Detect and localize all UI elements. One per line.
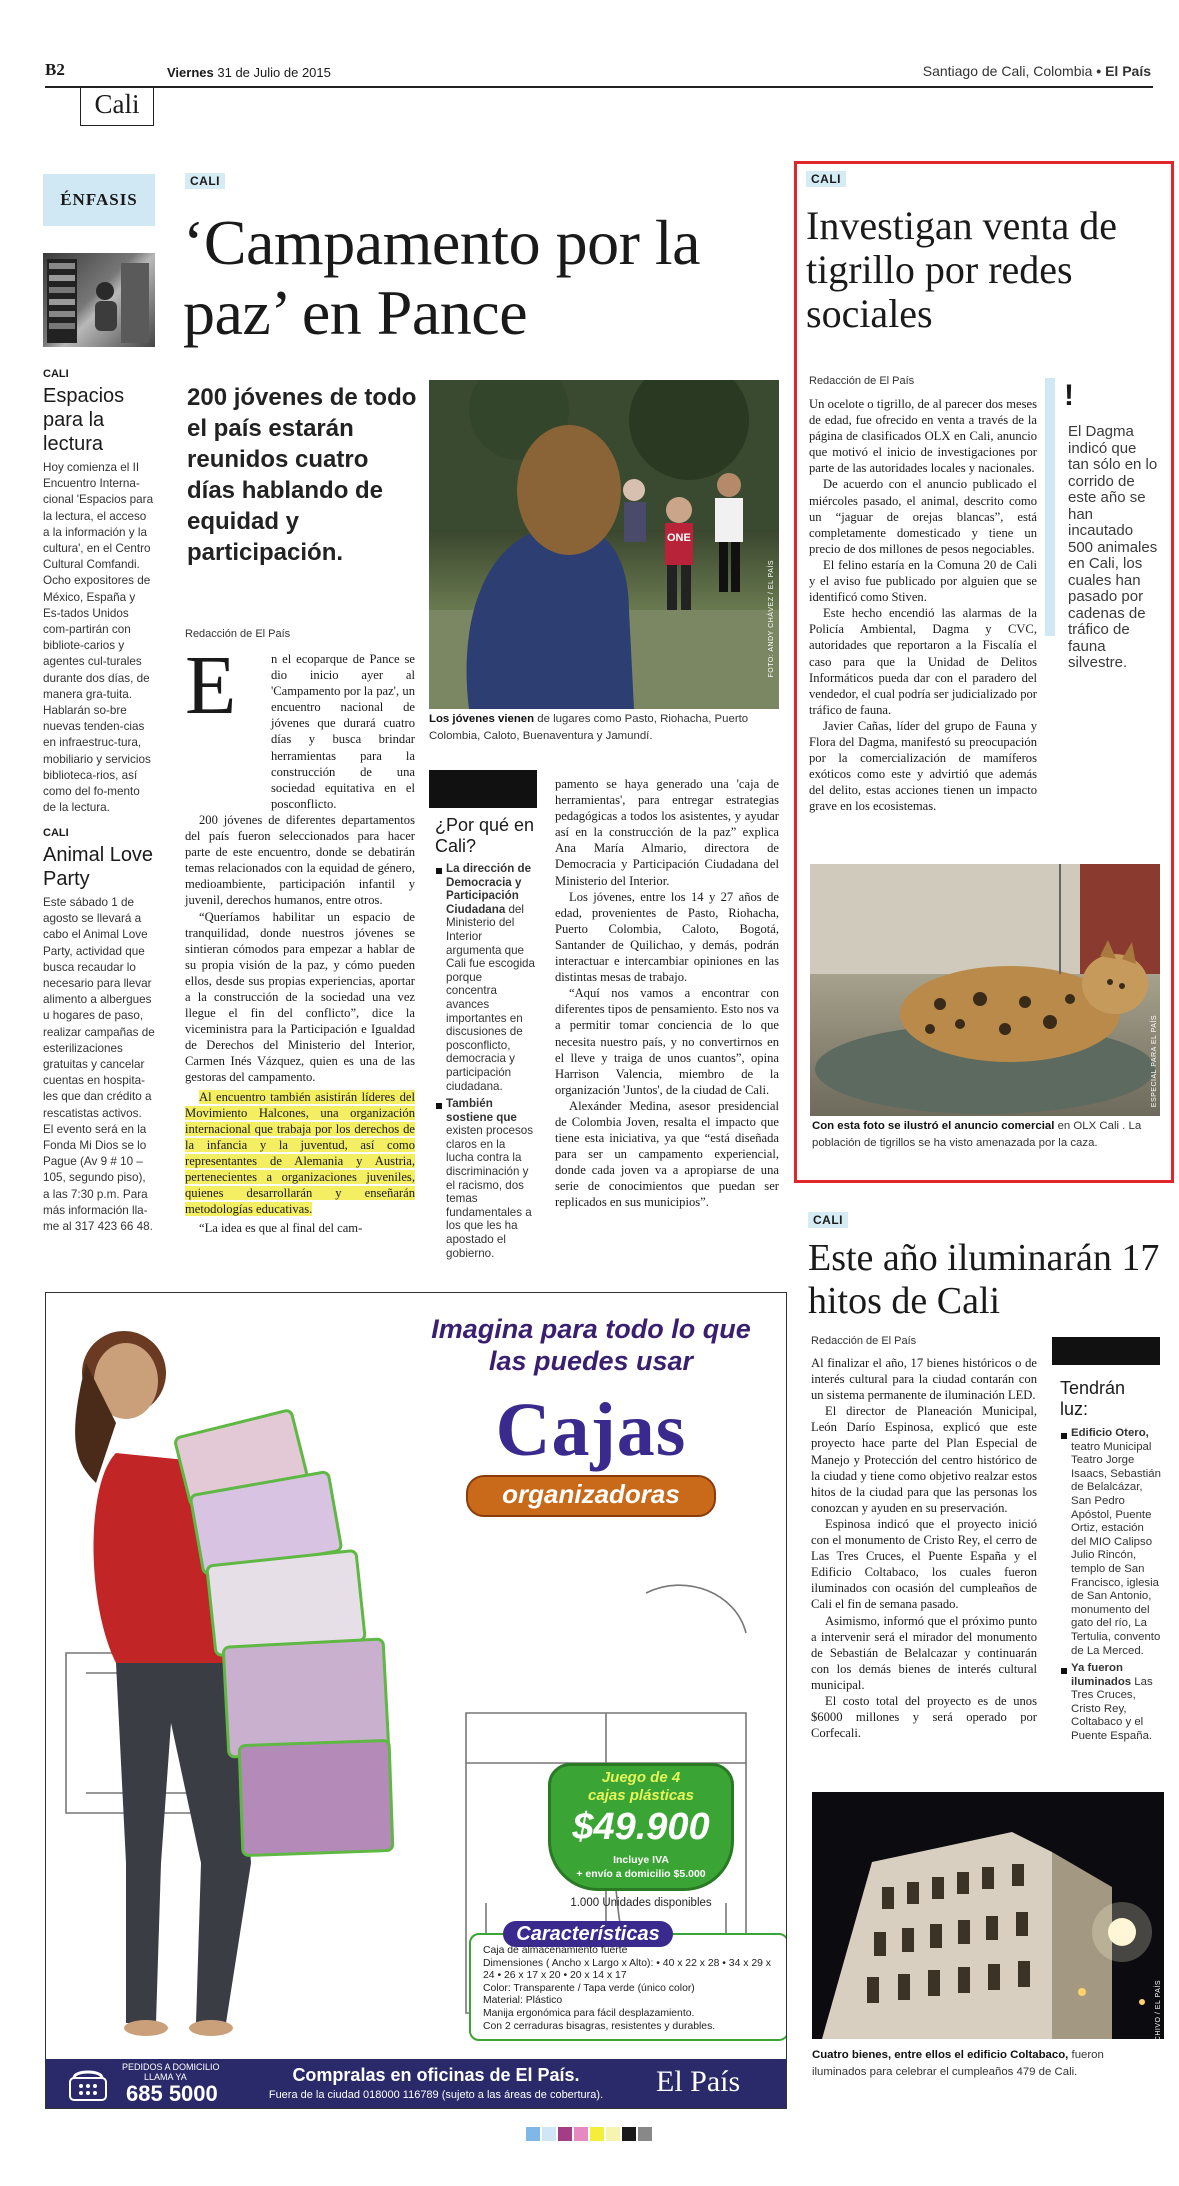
- hitos-item: [1060, 1662, 1162, 1744]
- tigrillo-headline: Investigan venta de tigrillo por redes sociales: [806, 203, 1117, 336]
- hitos-p4: Asimismo, informó que el próximo punto a intervenir será el mirador del monumento de Sebastián de Belalcazar y continuarán con los demás bienes de interés cultural municipal.: [811, 1613, 1037, 1692]
- main-col3-p1: pamento se haya generado una 'caja de herramientas', para entregar estrategias pedagógicas a todos los asistentes, y ayudar así en la construcción de la paz” explica Ana María Almario, directora de Democracia y Participación Ciudadana del Ministerio del Interior.: [555, 777, 779, 888]
- hitos-item1-rest: teatro Municipal Teatro Jorge Isaacs, Sebastián de Belalcázar, San Pedro Apóstol, Puente Ortiz, estación del MIO Calipso Julio Rincón, templo de San Francisco, iglesia de San Antonio, monumento del gato del río, La Tertulia, convento de La Merced.: [1071, 1440, 1161, 1657]
- hitos-byline: Redacción de El País: [811, 1335, 917, 1347]
- hitos-p1: Al finalizar el año, 17 bienes históricos o de interés cultural para la ciudad contarán con un sistema permanente de iluminación LED.: [811, 1356, 1037, 1403]
- color-swatch: [606, 2127, 620, 2141]
- date-rest: 31 de Julio de 2015: [217, 65, 331, 80]
- tigrillo-caption-bold: Con esta foto se ilustró el anuncio comercial: [812, 1120, 1055, 1132]
- why-cali-item2-bold: También sostiene que: [446, 1097, 517, 1124]
- hitos-p5: El costo total del proyecto es de unos $6000 millones y será operado por Corfecali.: [811, 1693, 1037, 1741]
- main-photo-credit: FOTO: ANDY CHÁVEZ / EL PAÍS: [768, 560, 775, 678]
- feature-item: Color: Transparente / Tapa verde (único color): [483, 1982, 695, 1994]
- price-note2: + envío a domicilio $5.000: [576, 1868, 706, 1880]
- main-deck: 200 jóvenes de todo el país estarán reunidos cuatro días hablando de equidad y participación.: [187, 384, 417, 566]
- location-text: Santiago de Cali, Colombia: [922, 63, 1093, 79]
- feature-item: Manija ergonómica para fácil desplazamiento.: [483, 2007, 695, 2019]
- ad-product-title: Cajas: [495, 1388, 687, 1472]
- main-col3-p3: “Aquí nos vamos a encontrar con diferentes tipos de pensamiento. Esto nos va a permitir tomar conciencia de lo que necesita nuestro país, y no convertirnos en el lleve y traiga de unos cuantos”, opina Harrison Valencia, miembro de la organización 'Juntos', de la ciudad de Cali.: [555, 986, 779, 1097]
- tigrillo-p1: Un ocelote o tigrillo, de al parecer dos meses de edad, fue ofrecido en venta a través de la página de clasificados OLX en Cali, anuncio que motivó el inicio de investigaciones por parte de las autoridades locales y nacionales.: [809, 397, 1037, 476]
- footer-phone-l2: LLAMA YA: [144, 2072, 187, 2082]
- footer-main: Compralas en oficinas de El País.: [292, 2065, 580, 2085]
- tigrillo-caption-rest: en OLX Cali . La población de tigrillos se ha visto amenazada por la caza.: [812, 1120, 1142, 1149]
- feature-item: Material: Plástico: [483, 1995, 563, 2007]
- feature-item: Con 2 cerraduras bisagras, resistentes y durables.: [483, 2020, 716, 2032]
- photo-shirt-text: ONE: [667, 532, 691, 544]
- enfasis-photo: [43, 253, 155, 347]
- enfasis1-tag: CALI: [43, 368, 69, 380]
- why-cali-item: [435, 862, 535, 1093]
- enfasis2-body: Este sábado 1 de agosto se llevará a cabo el Animal Love Party, actividad que busca recaudar lo necesario para llevar alimento a albergues u hogares de paso, realizar campañas de esterilizaciones gratuitas y cancelar cuentas en hospita-les que dan crédito a rescatistas activos. El evento será en la Fonda Mi Dios se lo Pague (Av 9 # 10 – 105, segundo piso), a las 7:30 p.m. Para más información lla-me al 317 423 66 48.: [43, 896, 155, 1234]
- tigrillo-tag: CALI: [806, 171, 846, 187]
- tigrillo-byline: Redacción de El País: [809, 375, 915, 387]
- brand-dot: •: [1096, 63, 1106, 79]
- tigrillo-p4: Este hecho encendió las alarmas de la Policía Ambiental, Dagma y CVC, autoridades que reportaron a la Fiscalía el caso para que la Unidad de Delitos Informáticos pueda dar con el paradero del vendedor, el cual podría ser judicializado por tráfico de fauna.: [809, 606, 1037, 717]
- hitos-sidebar-list: [1060, 1427, 1162, 1744]
- hitos-caption: [812, 2047, 1152, 2080]
- tigrillo-callout: El Dagma indicó que tan sólo en lo corrido de este año se han incautado 500 animales en Cali, los cuales han pasado por cadenas de tráfico de fauna silvestre.: [1068, 423, 1158, 671]
- hitos-body: [811, 1355, 1037, 1741]
- color-registration-bar: [526, 2127, 652, 2141]
- hitos-photo-credit: ARCHIVO / EL PAÍS: [1155, 1980, 1162, 2052]
- footer-phone-l1: PEDIDOS A DOMICILIO: [122, 2062, 220, 2072]
- main-p2: 200 jóvenes de diferentes departamentos del país fueron seleccionados para hacer parte de este encuentro, donde se debatirán temas relacionados con la equidad de género, medioambiente, participación infantil y juvenil, derechos humanos, entre otros.: [185, 812, 415, 908]
- ad-product-sub: organizadoras: [502, 1479, 680, 1509]
- main-col3-p2: Los jóvenes, entre los 14 y 27 años de edad, provenientes de Pasto, Riohacha, Puerto Colombia, Caloto, Bogotá, Santander de Quilichao, y demás, podrán interactuar e intercambiar opiniones en las distintas mesas de trabajo.: [555, 889, 779, 985]
- main-tag: CALI: [185, 173, 225, 189]
- footer-sub: Fuera de la ciudad 018000 116789 (sujeto a las áreas de cobertura).: [268, 2089, 604, 2101]
- color-swatch: [542, 2127, 556, 2141]
- ad-footer: [46, 2059, 787, 2109]
- enfasis2-tag: CALI: [43, 827, 69, 839]
- caption-bold: Los jóvenes vienen: [429, 713, 535, 725]
- main-byline: Redacción de El País: [185, 628, 291, 640]
- offer-line1: Juego de 4: [601, 1769, 681, 1786]
- tigrillo-photo: [810, 864, 1160, 1116]
- hitos-caption-rest: fueron iluminados para celebrar el cumpleaños 479 de Cali.: [812, 2049, 1104, 2078]
- main-col1: [185, 651, 415, 1236]
- main-headline: ‘Campamento por la paz’ en Pance: [183, 207, 701, 348]
- tigrillo-p3: El felino estaría en la Comuna 20 de Cali y el aviso fue publicado por alguien que se identificó como Stiven.: [809, 557, 1037, 605]
- why-cali-item1-bold: La dirección de Democracia y Participación Ciudadana: [446, 862, 532, 916]
- hitos-sidebar-title: Tendrán luz:: [1060, 1378, 1126, 1419]
- caption-rest: de lugares como Pasto, Riohacha, Puerto Colombia, Caloto, Buenaventura y Jamundí.: [429, 713, 749, 742]
- footer-phone: 685 5000: [126, 2081, 218, 2106]
- features-list: [483, 1945, 783, 2033]
- main-p4: [185, 1089, 415, 1218]
- color-swatch: [590, 2127, 604, 2141]
- hitos-photo: [812, 1792, 1164, 2039]
- enfasis-label: ÉNFASIS: [43, 174, 155, 226]
- tigrillo-photo-credit: ESPECIAL PARA EL PAÍS: [1151, 1015, 1158, 1108]
- main-lead: n el ecoparque de Pance se dio inicio ayer al 'Campamento por la paz', un encuentro nacional de jóvenes que durará cuatro días y busca brindar herramientas para la construcción de una sociedad equitativa en el posconflicto.: [271, 652, 415, 811]
- coltabaco-building-illustration: [812, 1792, 1164, 2039]
- main-dropcap: E: [185, 639, 237, 732]
- why-cali-item2-rest: existen procesos claros en la lucha contra la discriminación y el racismo, dos temas fundamentales a los que les ha apostado el gobierno.: [446, 1124, 533, 1260]
- enfasis1-body: Hoy comienza el II Encuentro Interna-cional 'Espacios para la lectura, el acceso a la información y la cultura', en el Centro Cultural Comfandi. Ocho expositores de México, España y Es-tados Unidos com-partirán con bibliote-carios y agentes cul-turales durante dos días, de manera gra-tuita. Hablarán so-bre nuevas tenden-cias en infraestruc-tura, mobiliario y servicios biblioteca-rios, así como del fo-mento de la lectura.: [43, 461, 154, 815]
- hitos-item2-rest: Las Tres Cruces, Cristo Rey, Coltabaco y el Puente España.: [1071, 1675, 1153, 1743]
- footer-brand: El País: [656, 2065, 741, 2098]
- hitos-caption-bold: Cuatro bienes, entre ellos el edificio Coltabaco,: [812, 2049, 1069, 2061]
- main-p5: “La idea es que al final del cam-: [199, 1221, 363, 1236]
- hitos-sidebar-bar: [1052, 1337, 1160, 1365]
- page-date: [167, 65, 331, 80]
- ad-price: $49.900: [572, 1806, 710, 1848]
- hitos-p3: Espinosa indicó que el proyecto inició con el monumento de Cristo Rey, el cerro de Las Tres Cruces, el Puente España y el Edificio Coltabaco, los cuales fueron iluminados con ocasión del cumpleaños de Cali el fin de semana pasado.: [811, 1516, 1037, 1612]
- enfasis2-title: Animal Love Party: [43, 844, 154, 890]
- color-swatch: [622, 2127, 636, 2141]
- why-cali-list: [435, 862, 535, 1260]
- main-p3: “Queríamos habilitar un espacio de tranquilidad, donde nuestros jóvenes se sintieran cómodos para empezar a hablar de su propia visión de la paz, y cómo pueden ellos, desde sus propias experiencias, aportar a la construcción de la sociedad una vez llegue el fin del conflicto”, dice la viceministra para la Participación e Igualdad de Derechos del Ministerio del Interior, Carmen Inés Vázquez, quien es una de las gestoras del campamento.: [185, 909, 415, 1085]
- main-col3: [555, 776, 779, 1211]
- ocelot-illustration: [810, 864, 1160, 1116]
- masthead-location: [923, 63, 1151, 79]
- hitos-item1-bold: Edificio Otero,: [1071, 1427, 1149, 1439]
- woman-with-boxes-illustration: [46, 1303, 486, 2063]
- color-swatch: [526, 2127, 540, 2141]
- enfasis1-title: Espacios para la lectura: [43, 385, 125, 455]
- hitos-item: [1060, 1427, 1162, 1658]
- tigrillo-body: [809, 396, 1037, 814]
- why-cali-item1-rest: del Ministerio del Interior argumenta que Cali fue escogida porque concentra avances importantes en discusiones de posconflicto, democracia y participación ciudadana.: [446, 902, 535, 1093]
- color-swatch: [574, 2127, 588, 2141]
- tigrillo-p2: De acuerdo con el anuncio publicado el miércoles pasado, el animal, descrito como un “jaguar de orejas blancas”, está completamente domesticado y tiene un precio de dos millones de pesos negociables.: [809, 477, 1037, 556]
- offer-line2: cajas plásticas: [588, 1787, 694, 1804]
- why-cali-bar: [429, 770, 537, 808]
- color-swatch: [558, 2127, 572, 2141]
- section-label: Cali: [94, 89, 140, 119]
- ad-frame: [45, 1292, 787, 2109]
- ad-stock: 1.000 Unidades disponibles: [570, 1897, 712, 1909]
- main-p4-highlight: Al encuentro también asistirán líderes del Movimiento Halcones, una organización internacional que trabaja por los derechos de la infancia y la juventud, así como representantes de Alemania y Austria, pertenecientes a organizaciones juveniles, quienes desarrollarán y enseñarán metodologías educativas.: [185, 1089, 415, 1217]
- why-cali-title: ¿Por qué en Cali?: [435, 815, 535, 856]
- hitos-item2-bold: Ya fueron iluminados: [1071, 1662, 1132, 1688]
- hitos-tag: CALI: [808, 1212, 848, 1228]
- main-col3-p4: Alexánder Medina, asesor presidencial de Colombia Joven, resalta el impacto que tiene esta iniciativa, ya que “está diseñada para ser un campamento experiencial, donde cada joven va a apropiarse de una serie de conocimientos que puedan ser replicados en sus municipios”.: [555, 1098, 779, 1210]
- hitos-p2: El director de Planeación Municipal, León Darío Espinosa, explicó que este proyecto hace parte del Plan Especial de Manejo y Protección del centro histórico de la ciudad y tiene como objetivo realzar estos hitos de la ciudad para que las personas los conozcan y ayuden en su preservación.: [811, 1404, 1037, 1515]
- price-note1: Incluye IVA: [613, 1854, 669, 1866]
- why-cali-item: [435, 1097, 535, 1260]
- youth-camp-illustration: [429, 380, 779, 709]
- phone-icon: [68, 2068, 108, 2102]
- library-illustration: [43, 253, 155, 347]
- features-title: Características: [503, 1921, 673, 1947]
- tigrillo-caption: [812, 1118, 1162, 1151]
- hitos-headline: Este año iluminarán 17 hitos de Cali: [808, 1237, 1160, 1322]
- feature-item: Caja de almacenamiento fuerte: [483, 1945, 628, 1956]
- feature-item: Dimensiones ( Ancho x Largo x Alto): • 40 x 22 x 28 • 34 x 29 x 24 • 26 x 17 x 20 • 20 x 14 x 17: [483, 1957, 771, 1982]
- exclamation-icon: !: [1064, 379, 1074, 412]
- main-photo-caption: [429, 711, 779, 744]
- brand-name: El País: [1105, 63, 1151, 79]
- page-number: B2: [45, 60, 65, 79]
- date-day: Viernes: [167, 65, 214, 80]
- tigrillo-callout-bar: [1045, 378, 1055, 636]
- ad-headline: Imagina para todo lo que las puedes usar: [431, 1314, 751, 1376]
- header-rule: [45, 86, 1153, 88]
- color-swatch: [638, 2127, 652, 2141]
- tigrillo-p5: Javier Cañas, líder del grupo de Fauna y Flora del Dagma, manifestó su preocupación por la comercialización de mamíferos exóticos como este y advirtió que además del delito, estas acciones tienen un impacto grave en los ecosistemas.: [809, 718, 1037, 814]
- main-photo: [429, 380, 779, 709]
